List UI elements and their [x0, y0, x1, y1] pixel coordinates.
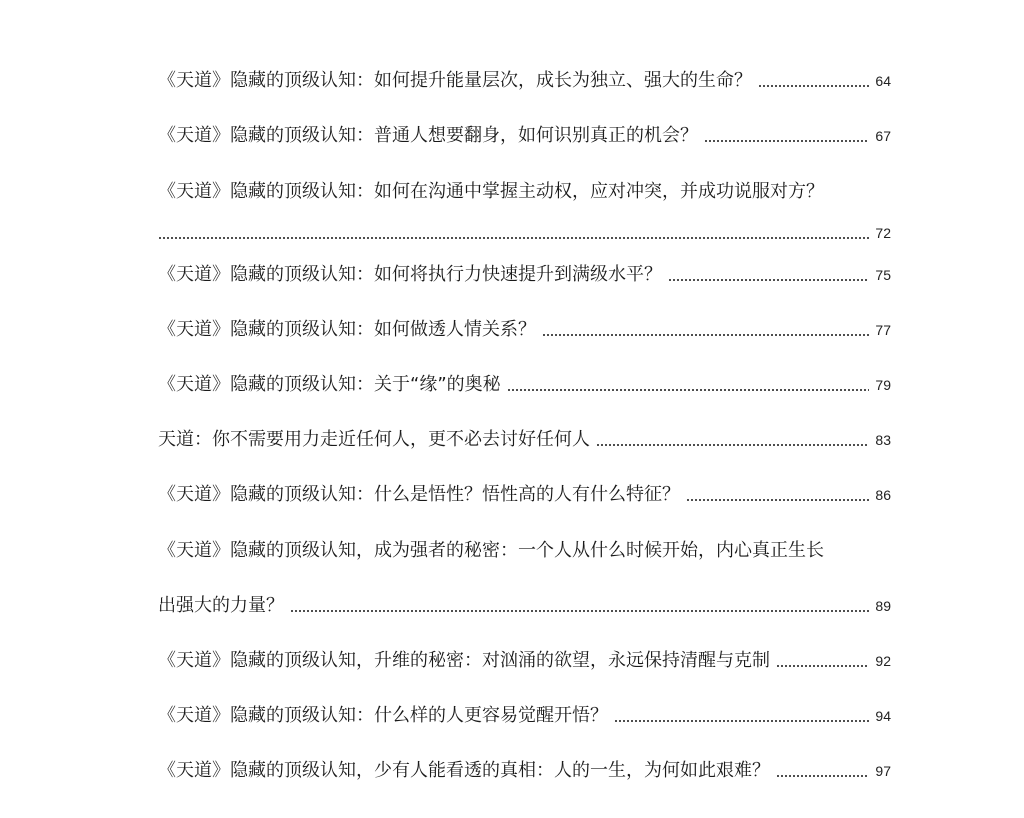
dot-leader	[158, 234, 869, 240]
dot-leader	[776, 662, 869, 668]
toc-entry[interactable]	[158, 370, 891, 400]
toc-entry-title: 《天道》隐藏的顶级认知，升维的秘密：对汹涌的欲望，永远保持清醒与克制	[158, 650, 770, 671]
toc-entry[interactable]	[158, 425, 891, 455]
toc-entry-page: 92	[875, 653, 891, 669]
toc-entry-page: 77	[875, 322, 891, 338]
toc-entry-page: 75	[875, 267, 891, 283]
toc-entry-title: 《天道》隐藏的顶级认知：关于“缘”的奥秘	[158, 374, 501, 395]
dot-leader	[686, 496, 869, 502]
dot-leader	[290, 607, 869, 613]
toc-entry[interactable]	[158, 756, 891, 786]
dot-leader	[668, 276, 869, 282]
dot-leader	[507, 386, 870, 392]
toc-entry-title: 《天道》隐藏的顶级认知：如何做透人情关系？	[158, 319, 536, 340]
toc-entry-page: 79	[875, 377, 891, 393]
dot-leader	[614, 717, 869, 723]
dot-leader	[776, 772, 869, 778]
dot-leader	[542, 331, 869, 337]
toc-entry-page: 72	[875, 225, 891, 241]
toc-entry-line-2[interactable]	[158, 591, 891, 621]
toc-entry[interactable]	[158, 646, 891, 676]
toc-entry-line-1[interactable]	[158, 536, 891, 566]
toc-entry[interactable]	[158, 701, 891, 731]
dot-leader	[758, 82, 869, 88]
toc-entry-page: 97	[875, 763, 891, 779]
dot-leader	[704, 137, 869, 143]
toc-entry-title: 《天道》隐藏的顶级认知：如何在沟通中掌握主动权，应对冲突，并成功说服对方？	[158, 181, 824, 202]
dot-leader	[596, 441, 869, 447]
toc-entry-page: 64	[875, 73, 891, 89]
toc-entry-title: 《天道》隐藏的顶级认知：什么是悟性？悟性高的人有什么特征？	[158, 484, 680, 505]
toc-entry-line-1[interactable]	[158, 177, 891, 207]
toc-entry[interactable]	[158, 121, 891, 151]
toc-entry-page: 94	[875, 708, 891, 724]
toc-entry-page: 67	[875, 128, 891, 144]
toc-entry[interactable]	[158, 315, 891, 345]
toc-entry-line-2[interactable]	[158, 218, 891, 248]
toc-entry-title: 《天道》隐藏的顶级认知，少有人能看透的真相：人的一生，为何如此艰难？	[158, 760, 770, 781]
toc-entry-title: 《天道》隐藏的顶级认知：如何提升能量层次，成长为独立、强大的生命？	[158, 70, 752, 91]
toc-entry-title: 《天道》隐藏的顶级认知，成为强者的秘密：一个人从什么时候开始，内心真正生长	[158, 540, 824, 561]
toc-entry-page: 89	[875, 598, 891, 614]
toc-entry-page: 83	[875, 432, 891, 448]
toc-entry-title: 《天道》隐藏的顶级认知：如何将执行力快速提升到满级水平？	[158, 264, 662, 285]
toc-entry-title-continued: 出强大的力量？	[158, 595, 284, 616]
toc-entry[interactable]	[158, 66, 891, 96]
toc-entry[interactable]	[158, 260, 891, 290]
toc-entry-title: 天道：你不需要用力走近任何人，更不必去讨好任何人	[158, 429, 590, 450]
toc-entry-title: 《天道》隐藏的顶级认知：什么样的人更容易觉醒开悟？	[158, 705, 608, 726]
toc-entry-title: 《天道》隐藏的顶级认知：普通人想要翻身，如何识别真正的机会？	[158, 125, 698, 146]
toc-entry-page: 86	[875, 487, 891, 503]
toc-entry[interactable]	[158, 480, 891, 510]
